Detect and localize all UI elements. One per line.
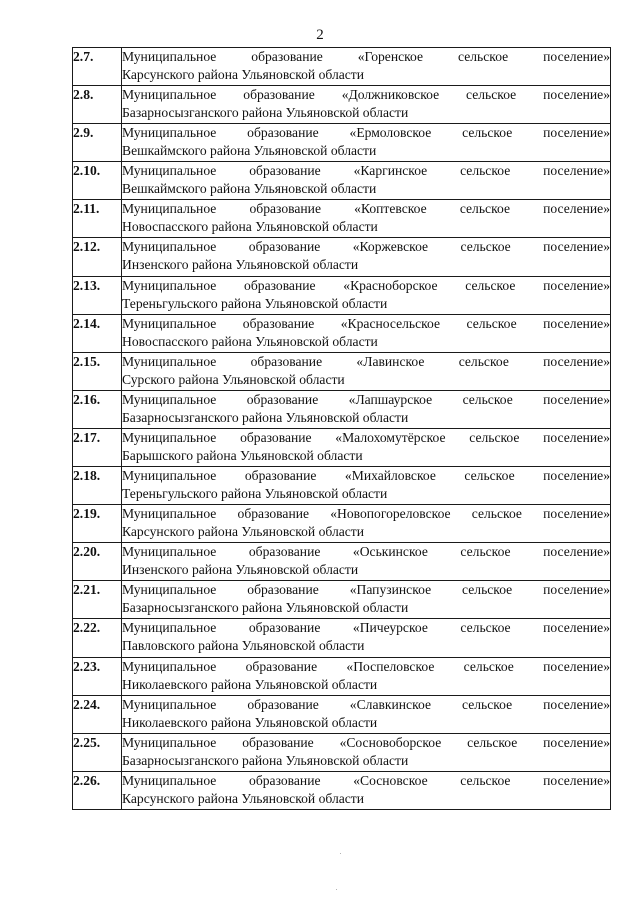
district-name: Сурского района Ульяновской области <box>122 371 345 387</box>
table-row <box>73 162 611 200</box>
table-row <box>73 467 611 505</box>
row-number: 2.20. <box>73 543 122 581</box>
municipality-cell <box>122 238 611 276</box>
municipality-name: Муниципальное образование «Лавинское сельское поселение» <box>122 353 610 369</box>
table-row <box>73 657 611 695</box>
table-row <box>73 733 611 771</box>
municipality-name: Муниципальное образование «Сосновское сельское поселение» <box>122 772 610 788</box>
scan-speck <box>336 889 337 890</box>
row-number: 2.11. <box>73 200 122 238</box>
municipality-cell <box>122 48 611 86</box>
municipality-cell <box>122 352 611 390</box>
municipality-name: Муниципальное образование «Лапшаурское сельское поселение» <box>122 391 610 407</box>
district-name: Базарносызганского района Ульяновской области <box>122 600 409 616</box>
table-row <box>73 619 611 657</box>
row-number: 2.16. <box>73 390 122 428</box>
row-number: 2.24. <box>73 695 122 733</box>
row-number: 2.15. <box>73 352 122 390</box>
municipality-cell <box>122 467 611 505</box>
municipality-cell <box>122 200 611 238</box>
municipalities-table <box>72 47 611 810</box>
row-number: 2.23. <box>73 657 122 695</box>
table-row <box>73 48 611 86</box>
table-row <box>73 390 611 428</box>
table-row <box>73 543 611 581</box>
municipality-cell <box>122 124 611 162</box>
district-name: Барышского района Ульяновской области <box>122 447 363 463</box>
municipality-name: Муниципальное образование «Красносельское сельское поселение» <box>122 315 610 331</box>
district-name: Вешкаймского района Ульяновской области <box>122 143 377 159</box>
municipality-cell <box>122 505 611 543</box>
municipality-name: Муниципальное образование «Поспеловское сельское поселение» <box>122 658 610 674</box>
district-name: Инзенского района Ульяновской области <box>122 257 359 273</box>
row-number: 2.10. <box>73 162 122 200</box>
municipality-name: Муниципальное образование «Коржевское сельское поселение» <box>122 239 610 255</box>
municipality-cell <box>122 390 611 428</box>
municipality-cell <box>122 619 611 657</box>
row-number: 2.19. <box>73 505 122 543</box>
table-row <box>73 314 611 352</box>
district-name: Карсунского района Ульяновской области <box>122 524 365 540</box>
table-row <box>73 428 611 466</box>
municipality-name: Муниципальное образование «Сосновоборское сельское поселение» <box>122 734 610 750</box>
row-number: 2.13. <box>73 276 122 314</box>
table-row <box>73 238 611 276</box>
district-name: Николаевского района Ульяновской области <box>122 714 378 730</box>
district-name: Вешкаймского района Ульяновской области <box>122 181 377 197</box>
municipality-name: Муниципальное образование «Оськинское сельское поселение» <box>122 544 610 560</box>
row-number: 2.21. <box>73 581 122 619</box>
municipality-cell <box>122 733 611 771</box>
row-number: 2.22. <box>73 619 122 657</box>
municipality-cell <box>122 771 611 809</box>
table-row <box>73 695 611 733</box>
district-name: Карсунского района Ульяновской области <box>122 790 365 806</box>
table-row <box>73 771 611 809</box>
table-row <box>73 352 611 390</box>
municipality-cell <box>122 276 611 314</box>
row-number: 2.9. <box>73 124 122 162</box>
table-row <box>73 200 611 238</box>
district-name: Новоспасского района Ульяновской области <box>122 333 378 349</box>
municipality-name: Муниципальное образование «Папузинское сельское поселение» <box>122 582 610 598</box>
district-name: Базарносызганского района Ульяновской области <box>122 105 409 121</box>
row-number: 2.7. <box>73 48 122 86</box>
table-row <box>73 124 611 162</box>
district-name: Карсунского района Ульяновской области <box>122 67 365 82</box>
municipality-name: Муниципальное образование «Красноборское сельское поселение» <box>122 277 610 293</box>
table-body <box>73 48 611 810</box>
district-name: Новоспасского района Ульяновской области <box>122 219 378 235</box>
municipality-name: Муниципальное образование «Ермоловское сельское поселение» <box>122 125 610 141</box>
district-name: Павловского района Ульяновской области <box>122 638 365 654</box>
table-row <box>73 581 611 619</box>
municipality-name: Муниципальное образование «Малохомутёрское сельское поселение» <box>122 429 610 445</box>
district-name: Тереньгульского района Ульяновской области <box>122 295 388 311</box>
row-number: 2.12. <box>73 238 122 276</box>
district-name: Базарносызганского района Ульяновской области <box>122 752 409 768</box>
district-name: Инзенского района Ульяновской области <box>122 562 359 578</box>
district-name: Тереньгульского района Ульяновской области <box>122 486 388 502</box>
row-number: 2.8. <box>73 86 122 124</box>
municipality-name: Муниципальное образование «Коптевское сельское поселение» <box>122 201 610 217</box>
municipality-name: Муниципальное образование «Михайловское сельское поселение» <box>122 468 610 484</box>
municipality-name: Муниципальное образование «Должниковское сельское поселение» <box>122 87 610 103</box>
row-number: 2.14. <box>73 314 122 352</box>
municipality-cell <box>122 695 611 733</box>
municipality-cell <box>122 314 611 352</box>
municipality-name: Муниципальное образование «Славкинское сельское поселение» <box>122 696 610 712</box>
table-row <box>73 505 611 543</box>
municipality-cell <box>122 581 611 619</box>
scan-speck <box>340 853 341 854</box>
municipality-name: Муниципальное образование «Новопогореловское сельское поселение» <box>122 506 610 522</box>
table-row <box>73 276 611 314</box>
district-name: Николаевского района Ульяновской области <box>122 676 378 692</box>
municipality-cell <box>122 657 611 695</box>
row-number: 2.26. <box>73 771 122 809</box>
district-name: Базарносызганского района Ульяновской области <box>122 409 409 425</box>
municipality-name: Муниципальное образование «Каргинское сельское поселение» <box>122 163 610 179</box>
table-row <box>73 86 611 124</box>
page-number: 2 <box>316 27 324 43</box>
municipality-name: Муниципальное образование «Горенское сельское поселение» <box>122 49 610 64</box>
municipality-cell <box>122 543 611 581</box>
row-number: 2.25. <box>73 733 122 771</box>
municipality-name: Муниципальное образование «Пичеурское сельское поселение» <box>122 620 610 636</box>
row-number: 2.17. <box>73 428 122 466</box>
municipality-cell <box>122 428 611 466</box>
municipality-cell <box>122 86 611 124</box>
municipality-cell <box>122 162 611 200</box>
row-number: 2.18. <box>73 467 122 505</box>
